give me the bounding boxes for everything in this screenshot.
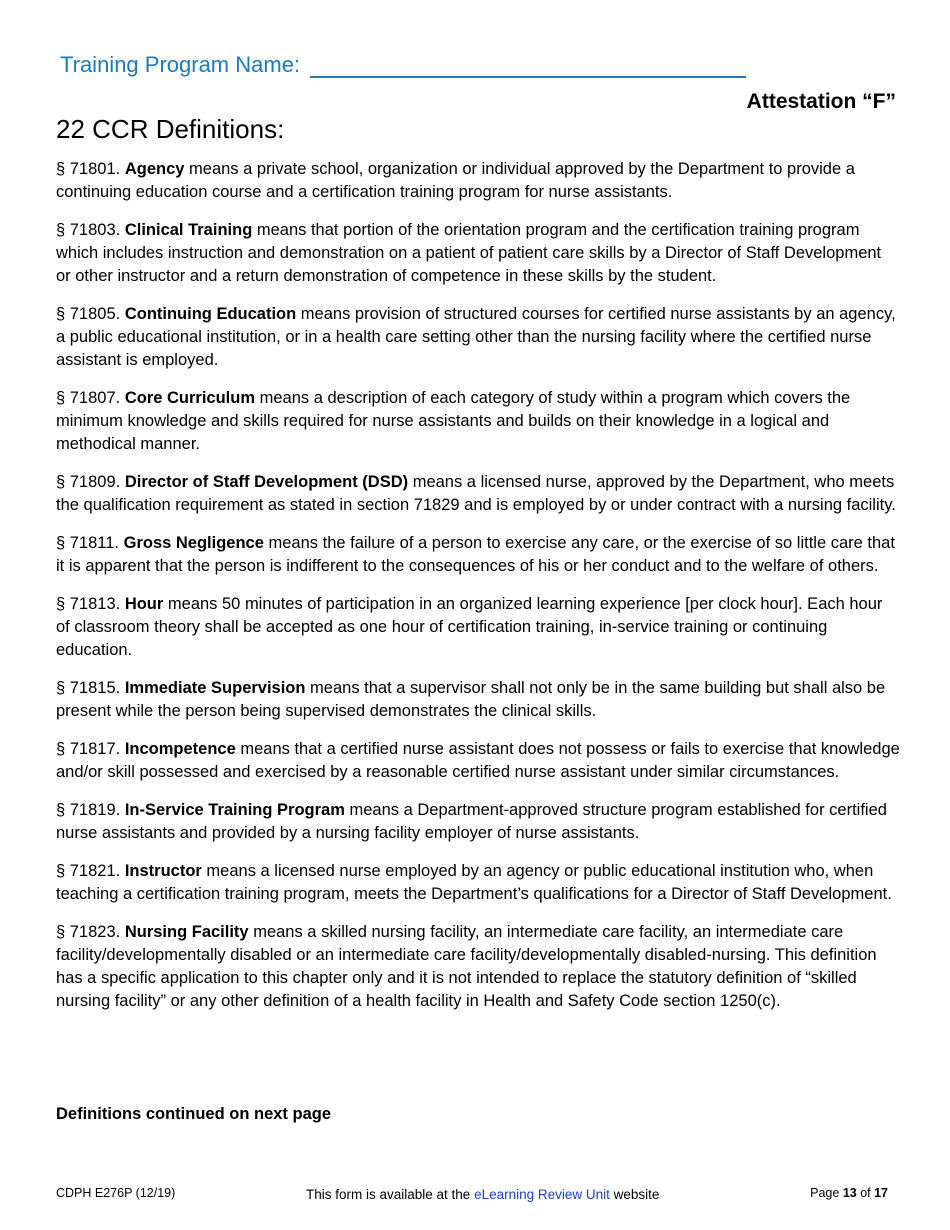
definition-section: § 71805.	[56, 305, 121, 323]
availability-note	[306, 1187, 659, 1202]
definition-section: § 71807.	[56, 389, 121, 407]
definition-71815	[56, 677, 900, 723]
definition-section: § 71821.	[56, 862, 121, 880]
definition-section: § 71811.	[56, 534, 120, 552]
definition-text: means that a supervisor shall not only be in the same building but shall also be present while the person being supervised demonstrates the clinical skills.	[56, 679, 886, 720]
definition-text: means 50 minutes of participation in an organized learning experience [per clock hour]. Each hour of classroom theory shall be accepted as one hour of certification training, in-service training or continuing education.	[56, 595, 883, 659]
definition-term: Hour	[124, 595, 164, 613]
definition-term: Clinical Training	[124, 221, 253, 239]
definition-term: In-Service Training Program	[124, 801, 345, 819]
page-label: Page	[810, 1186, 843, 1200]
continued-note: Definitions continued on next page	[56, 1105, 332, 1123]
definition-text: means a licensed nurse employed by an agency or public educational institution who, when teaching a certification training program, meets the Department’s qualifications for a Director of Staff Development.	[56, 862, 892, 903]
page-total: 17	[874, 1186, 888, 1200]
definition-71803	[56, 219, 900, 288]
definition-term: Agency	[124, 160, 185, 178]
definition-71823	[56, 921, 900, 1013]
definition-text: means a Department-approved structure program established for certified nurse assistants and provided by a nursing facility employer of nurse assistants.	[56, 801, 887, 842]
page-of: of	[856, 1186, 875, 1200]
page-current: 13	[842, 1186, 857, 1200]
definition-section: § 71815.	[56, 679, 121, 697]
definition-71809	[56, 471, 900, 517]
definition-text: means provision of structured courses for certified nurse assistants by an agency, a public educational institution, or in a health care setting other than the nursing facility where the certified nurse assistant is employed.	[56, 305, 896, 369]
definition-section: § 71803.	[56, 221, 121, 239]
definition-text: means a private school, organization or individual approved by the Department to provide a continuing education course and a certification training program for nurse assistants.	[56, 160, 855, 201]
definition-71811	[56, 532, 900, 578]
definition-text: means that portion of the orientation program and the certification training program which includes instruction and demonstration on a patient of patient care skills by a Director of Staff Development or other instructor and a return demonstration of competence in these skills by the student.	[56, 221, 882, 285]
definition-text: means that a certified nurse assistant does not possess or fails to exercise that knowledge and/or skill possessed and exercised by a reasonable certified nurse assistant under similar circumstances.	[56, 740, 900, 781]
page-number	[810, 1186, 888, 1200]
definition-section: § 71823.	[56, 923, 121, 941]
elearning-review-unit-link[interactable]: eLearning Review Unit	[474, 1187, 610, 1202]
training-program-name-field[interactable]	[310, 54, 746, 78]
definition-section: § 71809.	[56, 473, 121, 491]
training-program-name-label: Training Program Name:	[60, 52, 301, 77]
definition-term: Immediate Supervision	[124, 679, 306, 697]
definition-71817	[56, 738, 900, 784]
attestation-label: Attestation “F”	[746, 90, 896, 113]
availability-prefix: This form is available at the	[306, 1187, 475, 1202]
form-id: CDPH E276P (12/19)	[56, 1186, 176, 1200]
definition-71813	[56, 593, 900, 662]
definition-text: means a licensed nurse, approved by the Department, who meets the qualification requirement as stated in section 71829 and is employed by or under contract with a nursing facility.	[56, 473, 896, 514]
definitions-list	[56, 158, 900, 1028]
definition-term: Instructor	[124, 862, 202, 880]
definition-term: Nursing Facility	[124, 923, 249, 941]
availability-suffix: website	[609, 1187, 660, 1202]
page-title: 22 CCR Definitions:	[56, 114, 285, 144]
definition-section: § 71801.	[56, 160, 121, 178]
definition-term: Gross Negligence	[123, 534, 264, 552]
definition-text: means a description of each category of study within a program which covers the minimum knowledge and skills required for nurse assistants and builds on their knowledge in a logical and methodical manner.	[56, 389, 851, 453]
training-program-name-row	[60, 52, 746, 78]
definition-71801	[56, 158, 900, 204]
definition-term: Continuing Education	[124, 305, 297, 323]
definition-section: § 71817.	[56, 740, 121, 758]
definition-section: § 71813.	[56, 595, 125, 613]
definition-term: Incompetence	[124, 740, 236, 758]
definition-71821	[56, 860, 900, 906]
definition-text: means the failure of a person to exercise any care, or the exercise of so little care that it is apparent that the person is indifferent to the consequences of his or her conduct and to the welfare of others.	[56, 534, 895, 575]
definition-section: § 71819.	[56, 801, 121, 819]
definition-term: Director of Staff Development (DSD)	[124, 473, 409, 491]
definition-71805	[56, 303, 900, 372]
definition-71819	[56, 799, 900, 845]
definition-term: Core Curriculum	[124, 389, 256, 407]
definition-text: means a skilled nursing facility, an intermediate care facility, an intermediate care facility/developmentally disabled or an intermediate care facility/developmentally disabled-nursing. This definition has a specific application to this chapter only and it is not intended to replace the statutory definition of “skilled nursing facility” or any other definition of a health facility in Health and Safety Code section 1250(c).	[56, 923, 877, 1010]
definition-71807	[56, 387, 900, 456]
